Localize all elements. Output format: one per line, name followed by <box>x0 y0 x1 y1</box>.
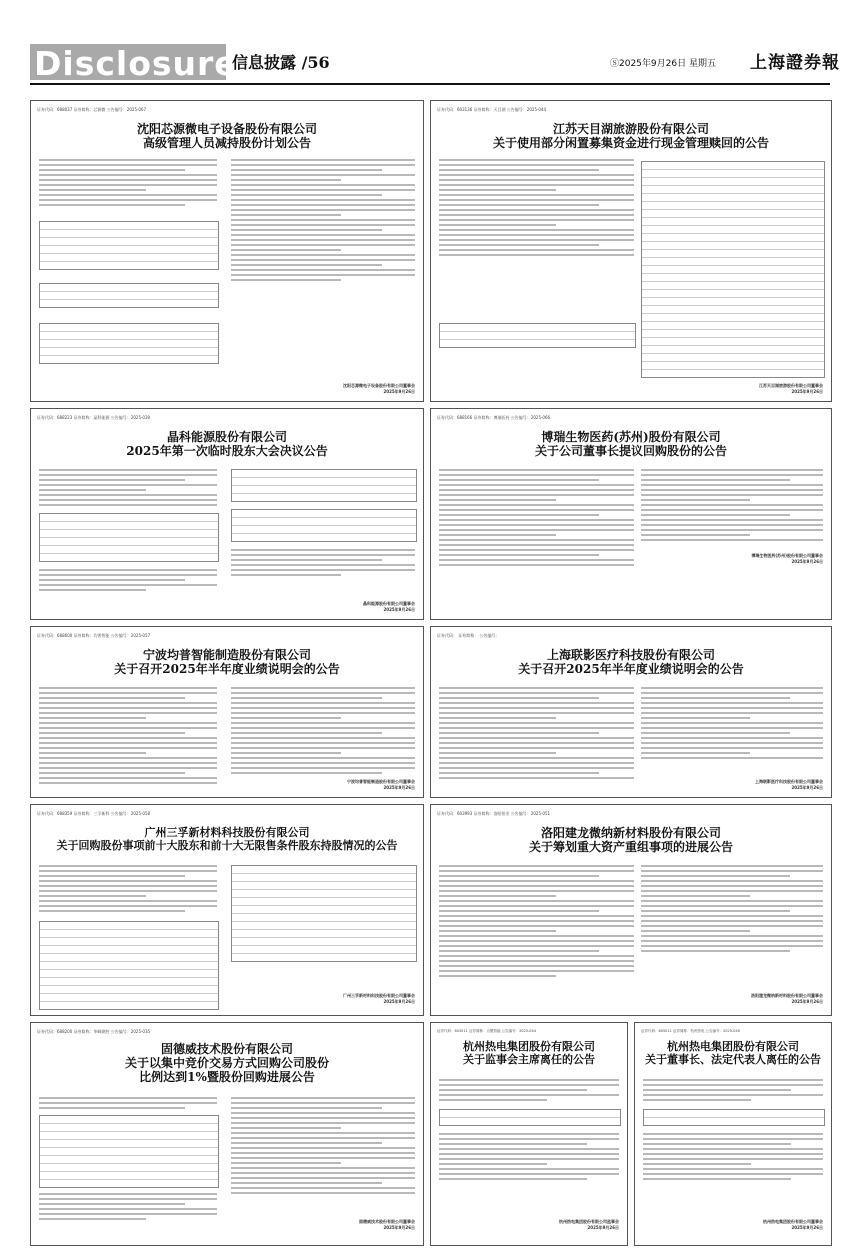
notice-card <box>430 100 832 402</box>
notice-code: 证券代码：603136 证券简称：天目湖 公告编号：2025-044 <box>437 107 547 112</box>
notice-code: 证券代码： 证券简称： 公告编号： <box>437 633 500 638</box>
notice-signature: 上海联影医疗科技股份有限公司董事会 2025年9月26日 <box>755 779 823 790</box>
notice-card <box>30 1022 424 1246</box>
notice-table <box>439 323 636 348</box>
notice-code: 证券代码：688166 证券简称：博瑞医药 公告编号：2025-066 <box>437 415 551 420</box>
notice-table <box>39 513 219 562</box>
notice-signature: 江苏天目湖旅游股份有限公司董事会 2025年9月26日 <box>759 383 823 394</box>
notice-card <box>430 1022 628 1246</box>
notice-title: 固德威技术股份有限公司 关于以集中竞价交易方式回购公司股份 比例达到1%暨股份回购进展公告 <box>124 1042 329 1084</box>
notice-signature: 洛阳建龙微纳新材料股份有限公司董事会 2025年9月26日 <box>751 993 823 1004</box>
notice-card <box>30 100 424 402</box>
notice-title: 江苏天目湖旅游股份有限公司 关于使用部分闲置募集资金进行现金管理赎回的公告 <box>492 122 769 150</box>
notice-card <box>30 626 424 798</box>
notice-signature: 广州三孚新材料科技股份有限公司董事会 2025年9月26日 <box>343 993 415 1004</box>
newspaper-name: 上海證券報 <box>750 53 840 73</box>
page-header <box>0 0 857 82</box>
notice-card <box>430 626 832 798</box>
notice-code: 证券代码：603011 证券简称：合锻智能 公告编号：2025-044 <box>437 1029 536 1033</box>
notice-signature: 博瑞生物医药(苏州)股份有限公司董事会 2025年9月26日 <box>751 553 823 564</box>
notice-signature: 宁波均普智能制造股份有限公司董事会 2025年9月26日 <box>347 779 415 790</box>
notice-card <box>30 804 424 1016</box>
notice-title: 广州三孚新材料科技股份有限公司 关于回购股份事项前十大股东和前十大无限售条件股东持股情况的公告 <box>56 826 398 852</box>
notice-title: 宁波均普智能制造股份有限公司 关于召开2025年半年度业绩说明会的公告 <box>114 648 340 676</box>
notice-table <box>39 283 219 308</box>
notice-code: 证券代码：603993 证券简称：洛阳钼业 公告编号：2025-051 <box>437 811 551 816</box>
notice-signature: 固德威技术股份有限公司董事会 2025年9月26日 <box>359 1219 415 1230</box>
notice-table <box>39 323 219 364</box>
notice-table <box>231 469 417 502</box>
notice-table <box>439 1109 621 1126</box>
notice-title: 博瑞生物医药(苏州)股份有限公司 关于公司董事长提议回购股份的公告 <box>534 430 727 458</box>
notice-table <box>643 1109 825 1126</box>
notice-table <box>39 921 219 1010</box>
notice-title: 杭州热电集团股份有限公司 关于监事会主席离任的公告 <box>463 1040 595 1066</box>
notice-card <box>634 1022 832 1246</box>
notice-title: 晶科能源股份有限公司 2025年第一次临时股东大会决议公告 <box>126 430 328 458</box>
notice-signature: 杭州热电集团股份有限公司董事会 2025年9月26日 <box>763 1219 823 1230</box>
notice-code: 证券代码：605011 证券简称：杭州热电 公告编号：2025-045 <box>641 1029 740 1033</box>
notice-signature: 沈阳芯源微电子设备股份有限公司董事会 2025年9月26日 <box>343 383 415 394</box>
notice-code: 证券代码：688037 证券简称：芯源微 公告编号：2025-067 <box>37 107 147 112</box>
notice-table <box>641 161 825 378</box>
notice-title: 杭州热电集团股份有限公司 关于董事长、法定代表人离任的公告 <box>645 1040 821 1066</box>
notice-title: 沈阳芯源微电子设备股份有限公司 高级管理人员减持股份计划公告 <box>136 122 317 150</box>
notice-card <box>430 804 832 1016</box>
notice-code: 证券代码：688600 证券简称：均普智能 公告编号：2025-057 <box>37 633 151 638</box>
notice-table <box>39 221 219 270</box>
issue-date: Ⓢ2025年9月26日 星期五 <box>610 59 716 69</box>
masthead-logo: Disclosure <box>34 44 238 83</box>
notice-code: 证券代码：688223 证券简称：晶科能源 公告编号：2025-039 <box>37 415 151 420</box>
notice-card <box>430 408 832 620</box>
notice-signature: 晶科能源股份有限公司董事会 2025年9月26日 <box>363 601 415 612</box>
notice-card <box>30 408 424 620</box>
notice-table <box>231 865 417 962</box>
notice-title: 上海联影医疗科技股份有限公司 关于召开2025年半年度业绩说明会的公告 <box>518 648 744 676</box>
notice-table <box>231 509 417 542</box>
section-title: 信息披露 /56 <box>232 53 330 72</box>
notice-code: 证券代码：688200 证券简称：华峰测控 公告编号：2025-035 <box>37 1029 151 1034</box>
notice-signature: 杭州热电集团股份有限公司监事会 2025年9月26日 <box>559 1219 619 1230</box>
header-rule <box>30 83 830 85</box>
notice-code: 证券代码：688359 证券简称：三孚新科 公告编号：2025-058 <box>37 811 151 816</box>
notice-table <box>39 1115 219 1188</box>
notice-title: 洛阳建龙微纳新材料股份有限公司 关于筹划重大资产重组事项的进展公告 <box>528 826 733 854</box>
